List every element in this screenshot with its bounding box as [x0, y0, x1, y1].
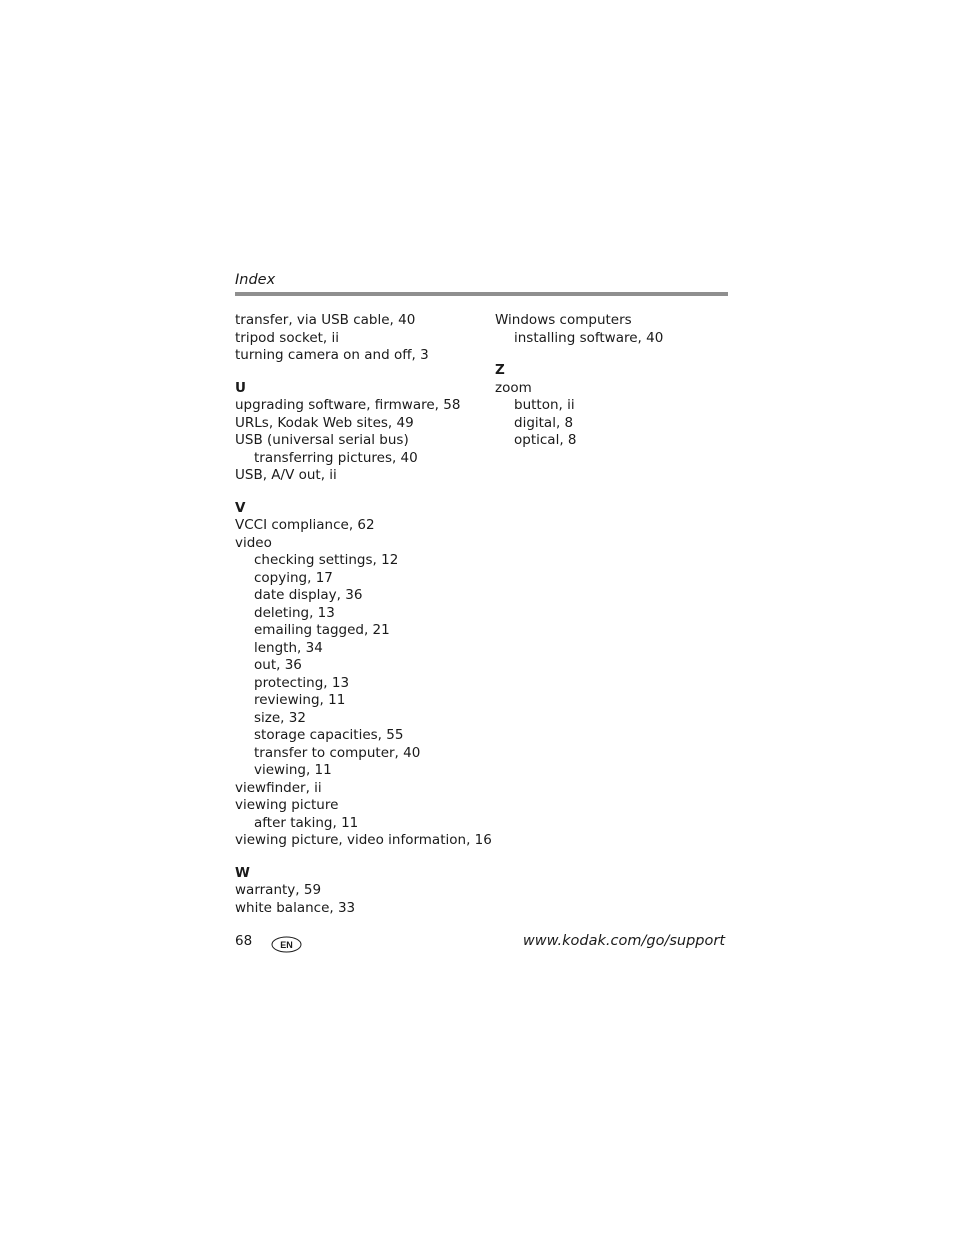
index-subentry: length, 34	[254, 639, 323, 656]
index-subentry: reviewing, 11	[254, 692, 346, 708]
index-subentry: emailing tagged, 21	[254, 622, 390, 638]
index-entry: viewing picture	[235, 797, 339, 813]
index-subentry: copying, 17	[254, 569, 333, 586]
index-entry: upgrading software, firmware, 58	[235, 397, 461, 413]
index-subentry: date display, 36	[254, 587, 363, 603]
index-letter-heading: W	[235, 864, 250, 881]
index-subentry: storage capacities, 55	[254, 727, 404, 743]
index-letter-heading: U	[235, 379, 246, 396]
index-subentry: size, 32	[254, 709, 306, 726]
index-subentry: digital, 8	[514, 414, 574, 431]
index-section	[235, 380, 485, 485]
language-badge-icon	[271, 936, 302, 953]
index-entry: USB (universal serial bus)	[235, 432, 409, 448]
index-subentry: optical, 8	[514, 432, 577, 448]
page-number: 68	[235, 933, 253, 949]
index-section	[235, 499, 492, 850]
language-badge-text: EN	[280, 940, 293, 950]
page-header-title: Index	[235, 272, 276, 288]
index-entry: zoom	[495, 379, 532, 396]
index-entry: tripod socket, ii	[235, 329, 340, 346]
index-entry: viewfinder, ii	[235, 779, 322, 796]
index-entry: turning camera on and off, 3	[235, 347, 429, 363]
index-column-right	[495, 312, 727, 465]
index-column-left	[235, 312, 492, 932]
index-subentry: after taking, 11	[254, 814, 359, 831]
index-entry: video	[235, 534, 272, 551]
index-entry: white balance, 33	[235, 899, 356, 916]
support-url[interactable]: www.kodak.com/go/support	[522, 933, 725, 949]
index-subentry: out, 36	[254, 657, 302, 673]
index-entry: transfer, via USB cable, 40	[235, 312, 416, 328]
index-section	[495, 362, 727, 450]
index-entry: viewing picture, video information, 16	[235, 832, 492, 848]
index-section	[495, 312, 727, 347]
index-subentry: protecting, 13	[254, 674, 350, 691]
index-subentry: transferring pictures, 40	[254, 449, 418, 466]
index-entry: VCCI compliance, 62	[235, 517, 375, 533]
index-entry: URLs, Kodak Web sites, 49	[235, 414, 414, 431]
index-section	[235, 312, 485, 365]
index-entry: Windows computers	[495, 312, 632, 328]
header-rule	[235, 292, 728, 296]
index-entry: warranty, 59	[235, 882, 322, 898]
index-subentry: checking settings, 12	[254, 552, 399, 568]
index-subentry: installing software, 40	[514, 329, 664, 346]
index-subentry: viewing, 11	[254, 762, 332, 778]
index-subentry: transfer to computer, 40	[254, 744, 421, 761]
index-subentry: button, ii	[514, 397, 575, 413]
index-section	[235, 865, 485, 918]
index-subentry: deleting, 13	[254, 604, 335, 621]
index-letter-heading: Z	[495, 362, 505, 378]
index-entry: USB, A/V out, ii	[235, 467, 337, 483]
index-letter-heading: V	[235, 499, 246, 516]
